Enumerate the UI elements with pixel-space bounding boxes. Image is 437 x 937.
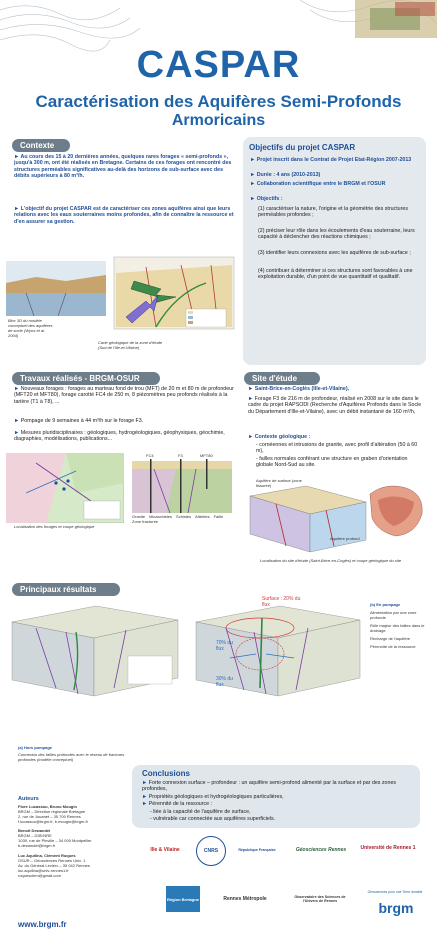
auteurs-b2-l4: b.dewandel@brgm.fr <box>18 843 56 848</box>
site-item-2: ► Forage F3 de 216 m de profondeur, réalisé en 2008 sur le site dans le cadre du projet RAPSODI (Recherche d'Aquifères Profonds dans le Socle du Département d'Ille-et-Vilaine), avec un débit instantané de 160 m³/h, <box>248 396 422 415</box>
auteurs-b2-l2: BRGM – D3E/NRE <box>18 833 52 838</box>
objectifs-heading-strong: CASPAR <box>321 143 356 152</box>
travaux-item-1-text: Nouveaux forages : forages au marteau fond de trou (MFT) de 20 m et 80 m de profondeur (MFT20 et MFT80), forage carotté FC4 de 250 m, 8 piézomètres peu profonds réalisés à la tarière (T1 à T8), ... <box>14 386 234 405</box>
resultats-label-30: 30% du flux <box>216 676 233 688</box>
site-item-1: ► Saint-Brice-en-Coglès (Ille-et-Vilaine), <box>248 386 350 392</box>
logo-region-bretagne: Région Bretagne <box>166 886 200 912</box>
auteurs-b3-l4: luc.aquilina@univ-rennes1.fr <box>18 868 69 873</box>
resultats-caption-left: Connexion des failles profondes avec le réseau de fractures profondes (modèle conceptuel) <box>18 752 125 762</box>
conclusions-sub-1: - liée à la capacité de l'aquifère de surface, <box>150 809 251 815</box>
objectifs-item-1-text: Projet inscrit dans le Contrat de Projet Etat-Région 2007-2013 <box>256 157 412 163</box>
conclusions-item-2-text: Propriétés géologiques et hydrogéologiques particulières, <box>148 794 284 800</box>
site-item-3: ► Contexte géologique : <box>248 434 311 440</box>
site-item-3-text: Contexte géologique : <box>254 434 311 440</box>
conclusions-item-3: ► Pérennité de la ressource : <box>142 801 213 807</box>
objectifs-item-4-text: Objectifs : <box>256 196 283 202</box>
travaux-well-f3: F3 <box>178 453 183 458</box>
resultats-caption-right-1: Alimentation par une zone profonde <box>370 610 417 620</box>
travaux-fig-caption: Localisation des forages et coupe géologique <box>14 524 95 529</box>
poster-title: CASPAR <box>136 44 301 86</box>
legend-schistes: Schistes <box>176 514 192 519</box>
travaux-item-3-text: Mesures pluridisciplinaires : géologiques, hydrogéologiques, géophysiques, géochimie, diagraphies, modélisations, publications... <box>14 430 225 443</box>
objectifs-heading-prefix: Objectifs du projet <box>249 143 322 152</box>
objectifs-item-4: ► Objectifs : <box>250 196 283 202</box>
contexte-para-2-text: L'objectif du projet CASPAR est de caractériser ces zones aquifères ainsi que leurs relations avec les eaux souterraines moins profondes, afin de connaître la ressource et d'en assurer sa gestion. <box>14 206 234 225</box>
objectifs-sub-3: (3) identifier leurs connexions avec les aquifères de sub-surface ; <box>258 250 411 256</box>
objectifs-item-3: ► Collaboration scientifique entre le BRGM et l'OSUR <box>250 181 386 187</box>
logo-brgm-tagline: Géosciences pour une Terre durable <box>367 890 423 894</box>
site-fig-caption: Localisation du site d'étude (Saint-Brice-en-Coglès) et coupe géologique du site <box>260 558 402 563</box>
site-label-deep: Aquifère profond <box>330 536 360 541</box>
logo-cnrs: CNRS <box>196 836 226 866</box>
website-link[interactable]: www.brgm.fr <box>18 920 67 929</box>
travaux-well-mft80: MFT80 <box>200 453 213 458</box>
site-label-surface: Aquifère de surface (zone fissurée) <box>256 478 302 488</box>
section-heading-resultats: Principaux résultats <box>12 583 120 596</box>
conclusions-item-1: ► Forte connexion surface – profondeur : un aquifère semi-profond alimenté par la surface et par des zones profondes, <box>142 780 397 793</box>
contexte-fig-caption-1: Bloc 3D du modèle conceptuel des aquifères de socle (Wyns et al. 2004) <box>8 318 53 338</box>
site-item-1-text: Saint-Brice-en-Coglès (Ille-et-Vilaine), <box>254 386 350 392</box>
contexte-para-1: ► Au cours des 15 à 20 dernières années, quelques rares forages « semi-profonds », jusqu'à 300 m, ont été réalisés en Bretagne. Certains de ces forages ont rencontré des structures perméables significatives au-delà des horizons de sub-surface avec des débits supérieurs à 80 m³/h. <box>14 154 232 180</box>
conclusions-item-2: ► Propriétés géologiques et hydrogéologiques particulières, <box>142 794 284 800</box>
auteurs-block-2 <box>18 828 128 848</box>
resultats-caption-right-2: Rôle majeur des failles dans le drainage <box>370 623 425 633</box>
auteurs-block-1 <box>18 804 128 824</box>
auteurs-b1-l2: BRGM – Direction régionale Bretagne <box>18 809 86 814</box>
conclusions-item-1-text: Forte connexion surface – profondeur : un aquifère semi-profond alimenté par la surface et par des zones profondes, <box>142 780 397 793</box>
conclusions-sub-2: - vulnérable car connectée aux aquifères superficiels. <box>150 816 276 822</box>
resultats-caption-right-title: (b) En pompage <box>370 602 401 607</box>
conclusions-item-3-text: Pérennité de la ressource : <box>148 801 213 807</box>
legend-zone-fracturee: Zone fracturée <box>132 519 159 524</box>
auteurs-block-3 <box>18 853 128 878</box>
auteurs-b1-l4: f.lucassou@brgm.fr, b.mougin@brgm.fr <box>18 819 88 824</box>
site-sub-1: - cornéennes et intrusions de granite, avec profil d'altération (50 à 60 m), <box>256 442 418 455</box>
logo-republique: République Française <box>238 848 276 852</box>
contexte-fig-caption-2: Carte géologique de la zone d'étude (Sud de l'Ille-et-Vilaine) <box>98 340 163 350</box>
auteurs-b2-l1: Benoît Dewandel <box>18 828 51 833</box>
auteurs-b3-l1: Luc Aquilina, Clément Roques <box>18 853 76 858</box>
site-sub-2: - failles normales conférant une structure en graben d'orientation globale Nord-Sud au site. <box>256 456 408 469</box>
logo-geosciences: Géosciences Rennes <box>295 847 347 853</box>
objectifs-item-2-text: Durée : 4 ans (2010-2013) <box>256 172 321 178</box>
objectifs-item-2: ► Durée : 4 ans (2010-2013) <box>250 172 321 178</box>
travaux-item-2: ► Pompage de 9 semaines à 44 m³/h sur le forage F3. <box>14 418 144 424</box>
conclusions-heading: Conclusions <box>142 769 191 778</box>
auteurs-b1-l3: 2, rue de Jouanet – 35 700 Rennes <box>18 814 81 819</box>
auteurs-heading: Auteurs <box>18 796 39 802</box>
resultats-label-70: 70% du flux <box>216 640 233 652</box>
resultats-caption-right-3: Recharge de l'aquifère <box>370 636 411 641</box>
travaux-item-3: ► Mesures pluridisciplinaires : géologiques, hydrogéologiques, géophysiques, géochimie, diagraphies, modélisations, publications... <box>14 430 225 443</box>
travaux-section-figure <box>126 453 238 523</box>
resultats-label-surface: Surface : 20% du flux <box>262 596 301 608</box>
travaux-well-fc4: FC4 <box>146 453 154 458</box>
contexte-para-2: ► L'objectif du projet CASPAR est de caractériser ces zones aquifères ainsi que leurs relations avec les eaux souterraines moins profondes, afin de connaître la ressource et d'en assurer sa gestion. <box>14 206 234 225</box>
section-heading-travaux: Travaux réalisés - BRGM-OSUR <box>12 372 160 385</box>
poster-subtitle-2: Armoricains <box>171 112 266 129</box>
objectifs-item-1: ► Projet inscrit dans le Contrat de Projet Etat-Région 2007-2013 <box>250 157 412 163</box>
resultats-caption-left-title: (a) Hors pompage <box>18 745 53 750</box>
travaux-item-1: ► Nouveaux forages : forages au marteau fond de trou (MFT) de 20 m et 80 m de profondeur (MFT20 et MFT80), forage carotté FC4 de 250 m, 8 piézomètres peu profonds réalisés à la tarière (T1 à T8), ... <box>14 386 234 405</box>
legend-granite: Granite <box>132 514 146 519</box>
logo-osur: Observatoire des Sciences de l'Univers de Rennes <box>294 895 346 903</box>
poster-subtitle-1: Caractérisation des Aquifères Semi-Profonds <box>35 92 402 111</box>
logo-rennes-metropole: Rennes Métropole <box>223 896 267 902</box>
objectifs-item-3-text: Collaboration scientifique entre le BRGM et l'OSUR <box>256 181 386 187</box>
legend-micaschistes: Micaschistes <box>149 514 173 519</box>
section-heading-contexte: Contexte <box>12 139 70 152</box>
contexte-para-1-text: Au cours des 15 à 20 dernières années, quelques rares forages « semi-profonds », jusqu'à 300 m, ont été réalisés en Bretagne. Certains de ces forages ont rencontré des structures perméables significatives au-delà des horizons de sub-surface avec des débits supérieurs à 80 m³/h. <box>14 154 232 180</box>
resultats-block-left <box>6 598 184 698</box>
travaux-item-2-text: Pompage de 9 semaines à 44 m³/h sur le forage F3. <box>20 418 144 424</box>
resultats-caption-right <box>370 602 432 649</box>
legend-faille: Faille <box>213 514 224 519</box>
auteurs-b2-l3: 1039, rue de Pinville – 34 000 Montpellier <box>18 838 92 843</box>
travaux-map-figure <box>6 453 124 523</box>
logo-ille-vilaine: Ille & Vilaine <box>150 847 180 853</box>
auteurs-b3-l2: OSUR – Géosciences Rennes Univ. 1 <box>18 858 86 863</box>
auteurs-b3-l3: Av. du Général Leclerc – 35 042 Rennes <box>18 863 90 868</box>
auteurs-b1-l1: Flore Lucassou, Bruno Mougin <box>18 804 77 809</box>
auteurs-b3-l5: roquesclem@gmail.com <box>18 873 61 878</box>
objectifs-heading <box>249 143 424 152</box>
objectifs-sub-4: (4) contribuer à déterminer si ces structures sont favorables à une exploitation durable, d'un point de vue quantitatif et qualitatif. <box>258 268 413 281</box>
travaux-legend <box>132 514 236 524</box>
logo-univ-rennes1: Université de Rennes 1 <box>360 845 416 851</box>
objectifs-sub-2: (2) préciser leur rôle dans les écoulements d'eau souterraine, leurs capacité à déclencher des réactions chimiques ; <box>258 228 415 241</box>
section-heading-site: Site d'étude <box>244 372 320 385</box>
objectifs-sub-1: (1) caractériser la nature, l'origine et la géométrie des structures perméables profondes ; <box>258 206 408 219</box>
logo-brgm: brgm <box>378 900 414 916</box>
resultats-caption-right-4: Pérennité de la ressource <box>370 644 416 649</box>
site-item-2-text: Forage F3 de 216 m de profondeur, réalisé en 2008 sur le site dans le cadre du projet RAPSODI (Recherche d'Aquifères Profonds dans le Socle du Département d'Ille-et-Vilaine), avec un débit instantané de 160 m³/h, <box>248 396 422 415</box>
legend-alterites: Altérites <box>195 514 210 519</box>
